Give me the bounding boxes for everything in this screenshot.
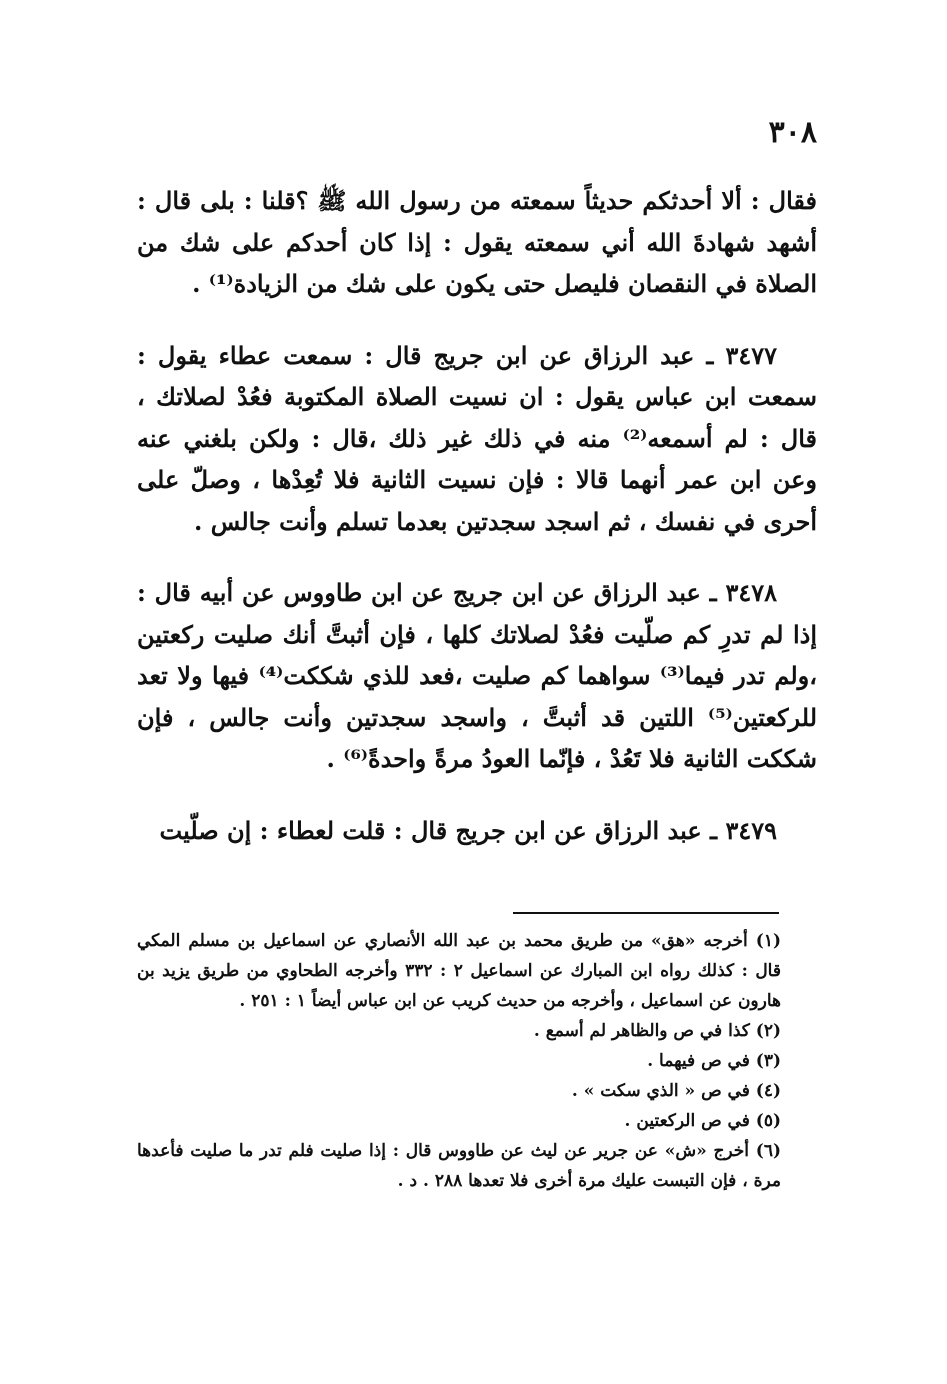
paragraph-continuation: فقال : ألا أحدثكم حديثاً سمعته من رسول الله ﷺ ؟قلنا : بلى قال : أشهد شهادةَ الله أني سمعته يقول : إذا كان أحدكم على شك من الصلاة في النقصان فليصل حتى يكون على شك من الزيادة⁽¹⁾ .: [137, 186, 817, 298]
page-number: ٣٠٨: [768, 115, 817, 150]
footnote-5: (٥) في ص الركعتين .: [624, 1111, 781, 1131]
footnote-4: (٤) في ص « الذي سكت » .: [571, 1081, 781, 1101]
footnote-separator: [513, 912, 779, 914]
footnote-2: (٢) كذا في ص والظاهر لم أسمع .: [533, 1021, 781, 1041]
footnote-3: (٣) في ص فيهما .: [647, 1051, 781, 1071]
hadith-3477: ٣٤٧٧ ـ عبد الرزاق عن ابن جريج قال : سمعت عطاء يقول : سمعت ابن عباس يقول : ان نسيت الصلاة المكتوبة فعُدْ لصلاتك ، قال : لم أسمعه⁽²⁾ منه في ذلك غير ذلك ،قال : ولكن بلغني عنه وعن ابن عمر أنهما قالا : فإن نسيت الثانية فلا تُعِدْها ، وصلّ على أحرى في نفسك ، ثم اسجد سجدتين بعدما تسلم وأنت جالس .: [137, 340, 817, 536]
footnotes: [137, 926, 817, 1196]
hadith-3479: ٣٤٧٩ ـ عبد الرزاق عن ابن جريج قال : قلت لعطاء : إن صلّيت: [159, 815, 777, 845]
hadith-3478: ٣٤٧٨ ـ عبد الرزاق عن ابن جريج عن ابن طاووس عن أبيه قال : إذا لم تدرِ كم صلّيت فعُدْ لصلاتك كلها ، فإن أثبتَّ أنك صليت ركعتين ،ولم تدر فيما⁽³⁾ سواهما كم صليت ،فعد للذي شككت⁽⁴⁾ فيها ولا تعد للركعتين⁽⁵⁾ اللتين قد أثبتَّ ، واسجد سجدتين وأنت جالس ، فإن شككت الثانية فلا تَعُدْ ، فإنّما العودُ مرةً واحدةً⁽⁶⁾ .: [137, 578, 818, 773]
main-text: [137, 180, 817, 851]
footnote-6: (٦) أخرج «ش» عن جرير عن ليث عن طاووس قال : إذا صليت فلم تدر ما صليت فأعدها مرة ، فإن التبست عليك مرة أخرى فلا تعدها ٢٨٨ . د .: [137, 1141, 781, 1191]
footnote-1: (١) أخرجه «هق» من طريق محمد بن عبد الله الأنصاري عن اسماعيل بن مسلم المكي قال : كذلك رواه ابن المبارك عن اسماعيل ٢ : ٣٣٢ وأخرجه الطحاوي من طريق يزيد بن هارون عن اسماعيل ، وأخرجه من حديث كريب عن ابن عباس أيضاً ١ : ٢٥١ .: [137, 931, 781, 1011]
